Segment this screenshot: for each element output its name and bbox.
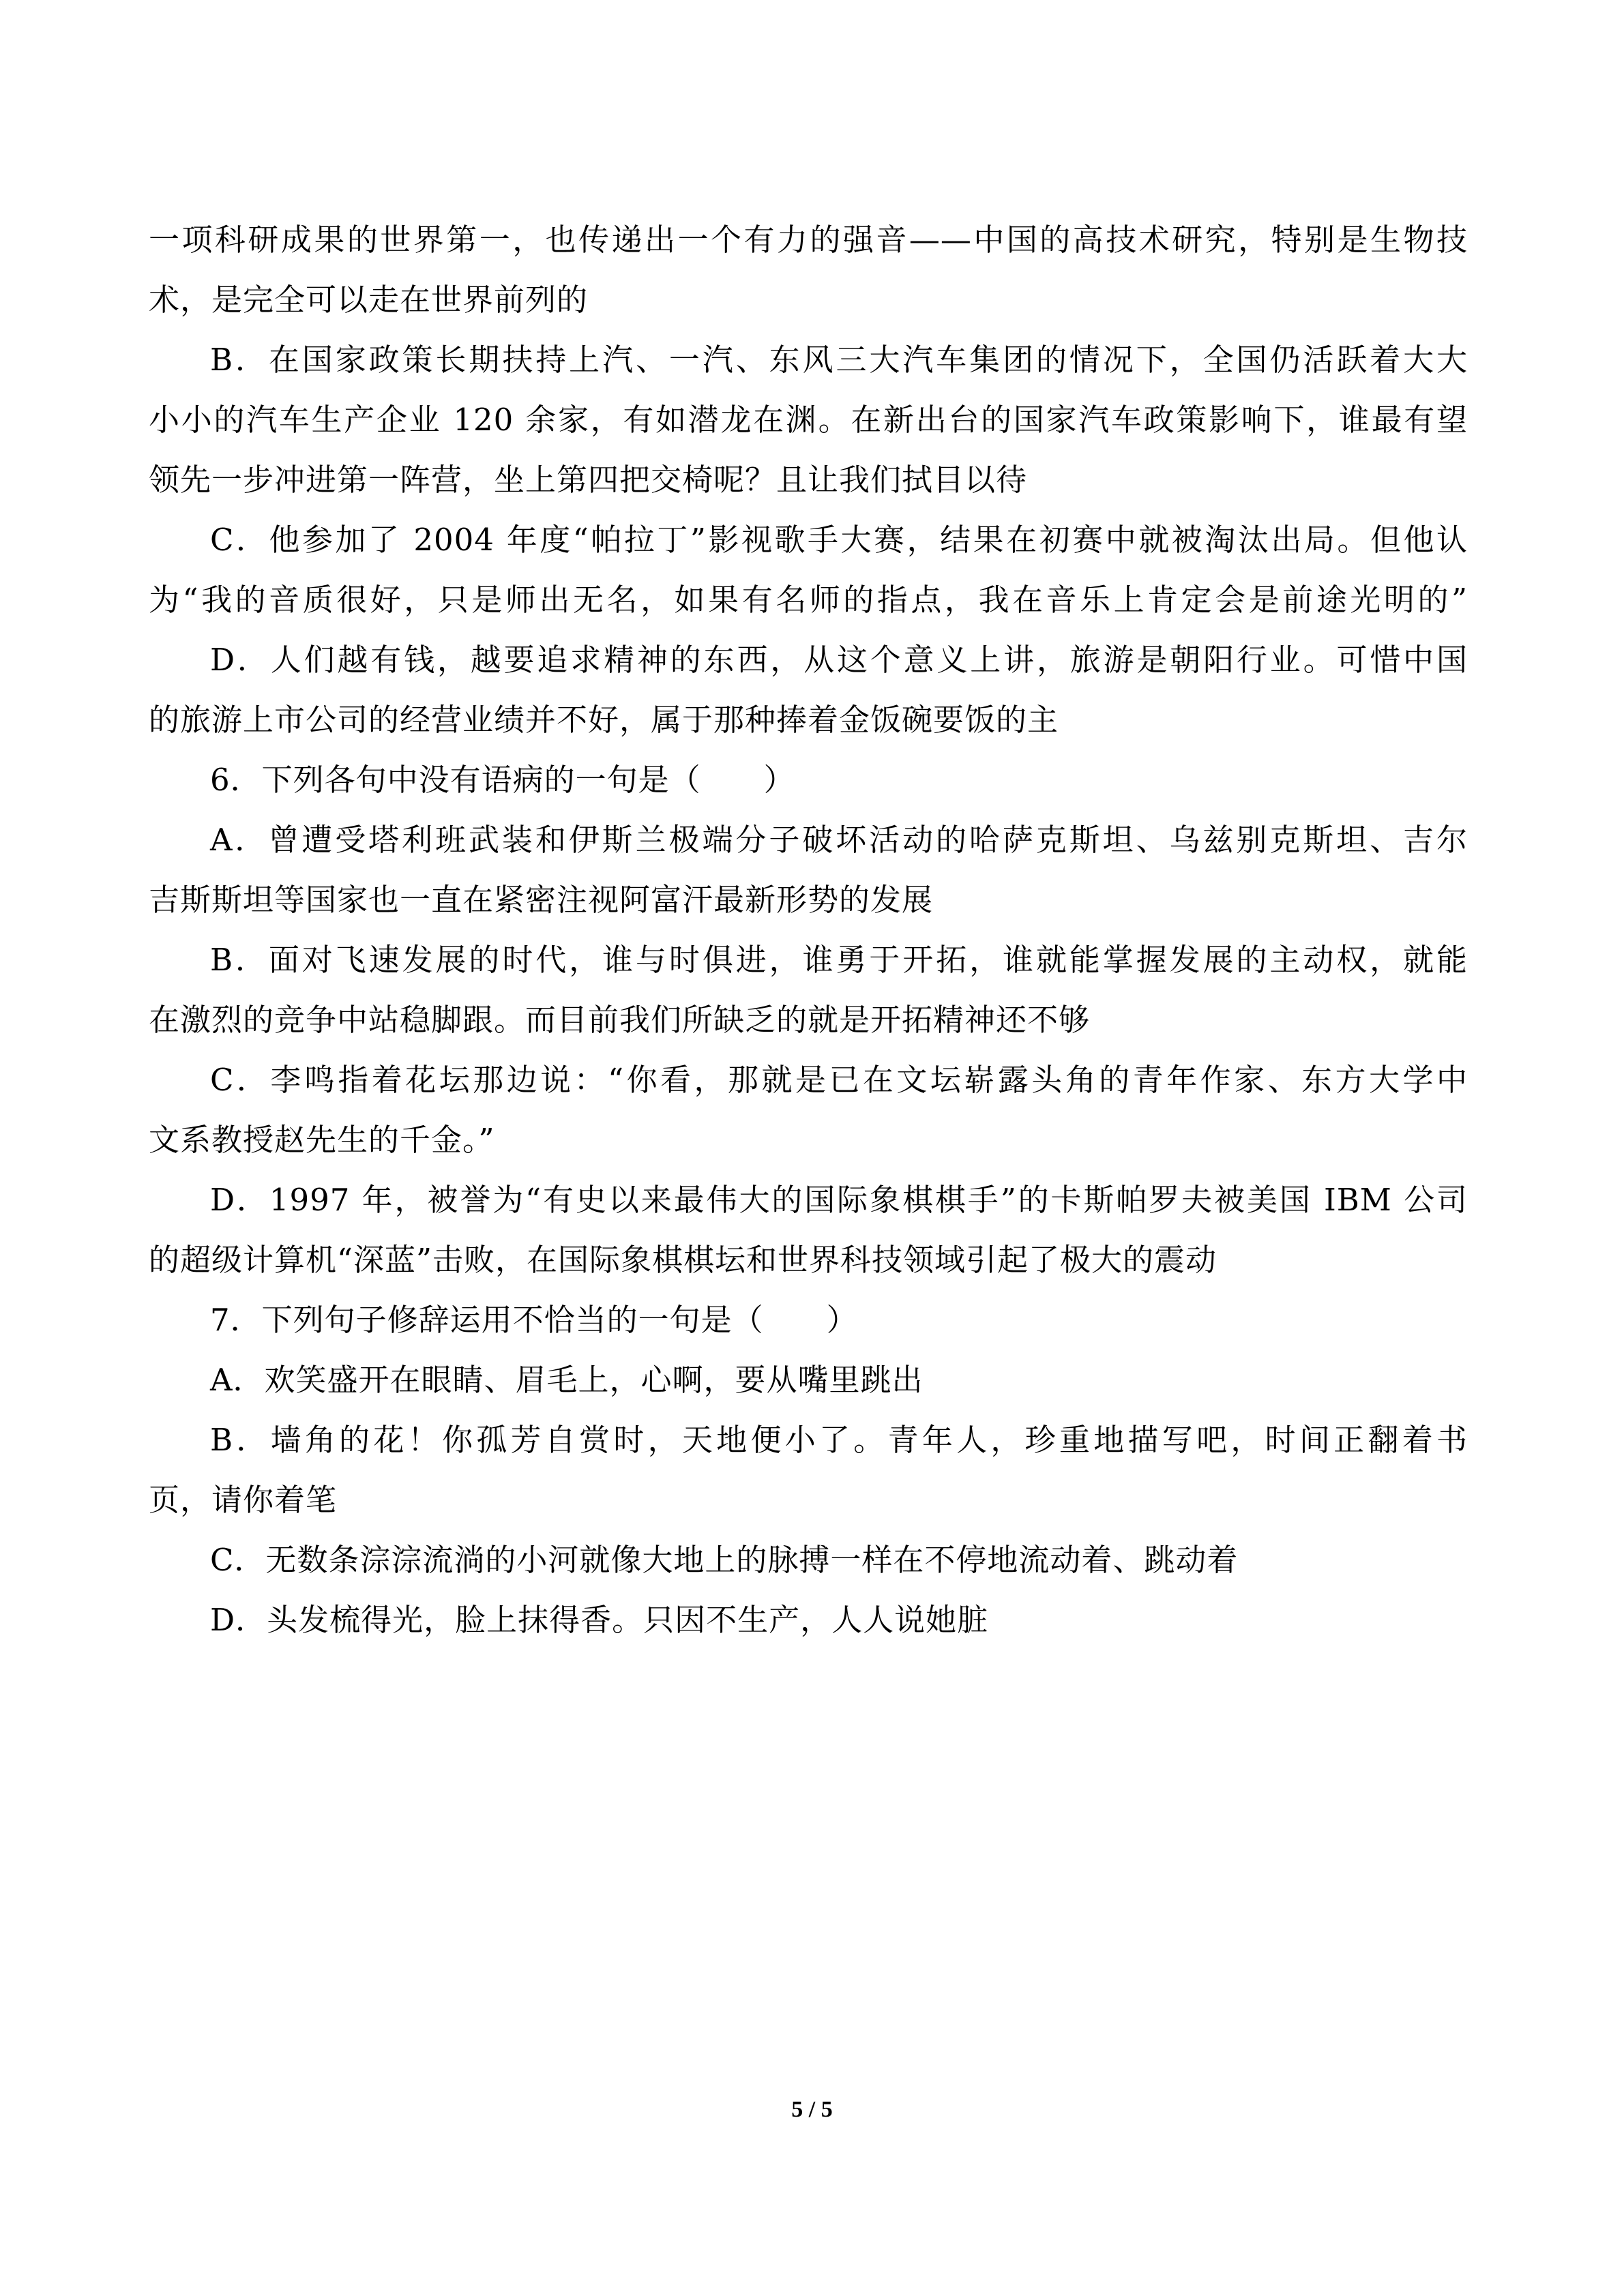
option-c-line: C．他参加了 2004 年度“帕拉丁”影视歌手大赛，结果在初赛中就被淘汰出局。但他认	[210, 522, 1468, 558]
text-line: 在激烈的竞争中站稳脚跟。而目前我们所缺乏的就是开拓精神还不够	[149, 1002, 1091, 1038]
option-b-line: B．在国家政策长期扶持上汽、一汽、东风三大汽车集团的情况下，全国仍活跃着大大	[210, 342, 1468, 378]
text-line: 的旅游上市公司的经营业绩并不好，属于那种捧着金饭碗要饭的主	[149, 702, 1059, 738]
option-d-line: D．1997 年，被誉为“有史以来最伟大的国际象棋棋手”的卡斯帕罗夫被美国 IBM 公司	[210, 1182, 1468, 1218]
text-line: 页，请你着笔	[149, 1482, 338, 1518]
text-line: 的超级计算机“深蓝”击败，在国际象棋棋坛和世界科技领域引起了极大的震动	[149, 1242, 1217, 1278]
option-b-line: B．面对飞速发展的时代，谁与时俱进，谁勇于开拓，谁就能掌握发展的主动权，就能	[210, 942, 1468, 978]
text-line: 术，是完全可以走在世界前列的	[149, 282, 589, 318]
option-c-line: C．无数条淙淙流淌的小河就像大地上的脉搏一样在不停地流动着、跳动着	[210, 1542, 1239, 1578]
text-line: 一项科研成果的世界第一，也传递出一个有力的强音——中国的高技术研究，特别是生物技	[149, 222, 1468, 258]
page-number: 5 / 5	[791, 2097, 833, 2122]
question-6: 6．下列各句中没有语病的一句是（ ）	[210, 762, 795, 798]
text-line: 吉斯斯坦等国家也一直在紧密注视阿富汗最新形势的发展	[149, 882, 934, 918]
text-line: 小小的汽车生产企业 120 余家，有如潜龙在渊。在新出台的国家汽车政策影响下，谁最有望	[149, 402, 1468, 438]
text-line: 文系教授赵先生的千金。”	[149, 1122, 495, 1158]
text-line: 为“我的音质很好，只是师出无名，如果有名师的指点，我在音乐上肯定会是前途光明的”	[149, 582, 1468, 618]
text-line: 领先一步冲进第一阵营，坐上第四把交椅呢？且让我们拭目以待	[149, 462, 1028, 498]
question-7: 7．下列句子修辞运用不恰当的一句是（ ）	[210, 1302, 858, 1338]
option-a-line: A．曾遭受塔利班武装和伊斯兰极端分子破坏活动的哈萨克斯坦、乌兹别克斯坦、吉尔	[210, 822, 1468, 858]
option-d-line: D．人们越有钱，越要追求精神的东西，从这个意义上讲，旅游是朝阳行业。可惜中国	[210, 642, 1468, 678]
option-c-line: C．李鸣指着花坛那边说：“你看，那就是已在文坛崭露头角的青年作家、东方大学中	[210, 1062, 1468, 1098]
option-b-line: B．墙角的花！你孤芳自赏时，天地便小了。青年人，珍重地描写吧，时间正翻着书	[210, 1422, 1468, 1458]
option-a-line: A．欢笑盛开在眼睛、眉毛上，心啊，要从嘴里跳出	[210, 1362, 924, 1398]
document-body	[149, 210, 1468, 1650]
option-d-line: D．头发梳得光，脸上抹得香。只因不生产，人人说她脏	[210, 1602, 989, 1638]
